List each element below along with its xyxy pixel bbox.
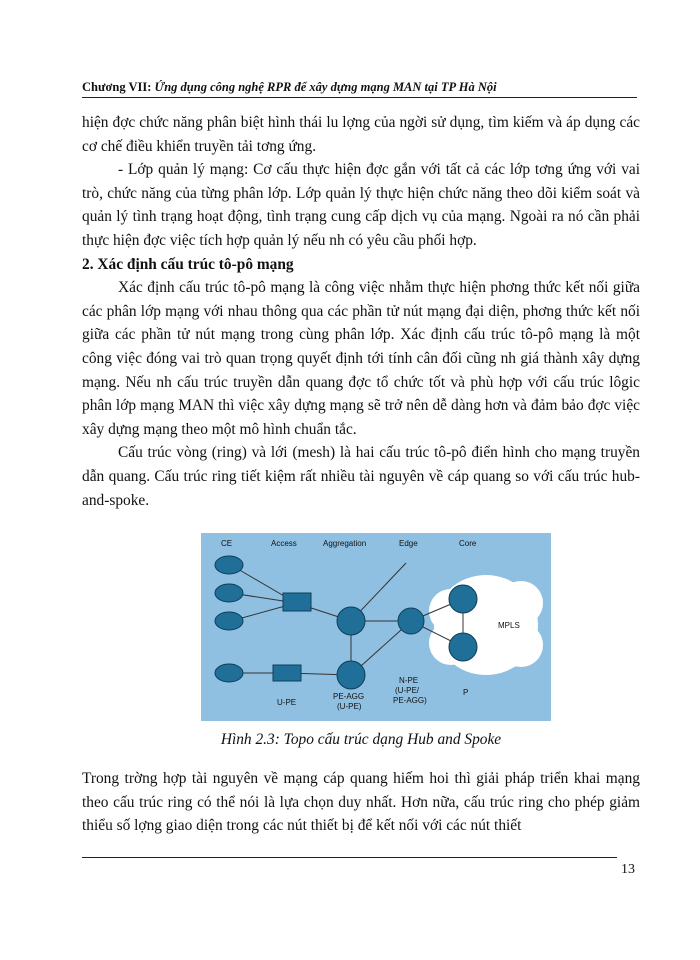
mpls-label: MPLS — [498, 621, 520, 630]
paragraph: Trong trờng hợp tài nguyên về mạng cáp quang hiếm hoi thì giải pháp triển khai mạng theo cấu trúc ring có thể nói là lựa chọn duy nhất. Hơn nữa, cấu trúc ring cho phép giảm thiểu số lợng giao diện trong các nút thiết bị để kết nối với các nút thiết — [82, 770, 640, 835]
body-text-top — [82, 111, 640, 512]
access-switch-icon — [283, 593, 311, 611]
col-label-ce: CE — [221, 539, 233, 548]
body-text-bottom — [82, 767, 640, 838]
col-label-access: Access — [271, 539, 297, 548]
ce-router-icon — [215, 612, 243, 630]
paragraph: hiện đợc chức năng phân biệt hình thái lu lợng của ngời sử dụng, tìm kiếm và áp dụng các cơ chế điều khiển truyền tải tơng ứng. — [82, 114, 640, 155]
page-header — [82, 80, 637, 98]
edge-router-icon — [398, 608, 424, 634]
col-label-core: Core — [459, 539, 477, 548]
label-peagg-sub: (U-PE) — [337, 702, 362, 711]
label-peagg: PE-AGG — [333, 692, 365, 701]
core-router-icon — [449, 585, 477, 613]
access-switch-icon — [273, 665, 301, 681]
paragraph: Xác định cấu trúc tô-pô mạng là công việc nhằm thực hiện phơng thức kết nối giữa các phân lớp mạng với nhau thông qua các phần tử nút mạng đại diện, phơng thức kết nối giữa các phần tử nút mạng trong cùng phân lớp. Xác định cấu trúc tô-pô mạng là một công việc đóng vai trò quan trọng quyết định tới tính cân đối cũng nh giá thành xây dựng mạng. Nếu nh cấu trúc truyền dẫn quang đợc tổ chức tốt và phù hợp với cấu trúc lôgic phân lớp mạng MAN thì việc xây dựng mạng sẽ trở nên dễ dàng hơn và đảm bảo đợc việc xây dựng mạng theo một mô hình chuẩn tắc. — [82, 279, 640, 438]
aggregation-router-icon — [337, 607, 365, 635]
label-npe: N-PE — [399, 676, 419, 685]
header-title: Ứng dụng công nghệ RPR để xây dựng mạng MAN tại TP Hà Nội — [154, 80, 497, 94]
network-topology-figure — [201, 533, 551, 721]
section-heading: 2. Xác định cấu trúc tô-pô mạng — [82, 255, 294, 273]
ce-router-icon — [215, 556, 243, 574]
ce-router-icon — [215, 664, 243, 682]
col-label-edge: Edge — [399, 539, 418, 548]
topology-diagram — [201, 533, 551, 721]
paragraph: - Lớp quản lý mạng: Cơ cấu thực hiện đợc gắn với tất cả các lớp tơng ứng với vai trò, chức năng của từng phân lớp. Lớp quản lý thực hiện chức năng theo dõi kiểm soát và quản lý tình trạng hoạt động, tình trạng cung cấp dịch vụ của mạng. Ngoài ra nó cần phải thực hiện đợc việc tích hợp quản lý nếu nh có yêu cầu phối hợp. — [82, 161, 640, 249]
label-upe: U-PE — [277, 698, 297, 707]
figure-caption: Hình 2.3: Topo cấu trúc dạng Hub and Spoke — [220, 731, 502, 748]
paragraph: Cấu trúc vòng (ring) và lới (mesh) là hai cấu trúc tô-pô điển hình cho mạng truyền dẫn quang. Cấu trúc ring tiết kiệm rất nhiều tài nguyên về cáp quang so với cấu trúc hub-and-spoke. — [82, 444, 640, 509]
footer-divider — [82, 857, 617, 858]
core-router-icon — [449, 633, 477, 661]
label-npe-sub1: (U-PE/ — [395, 686, 419, 695]
aggregation-router-icon — [337, 661, 365, 689]
label-p: P — [463, 688, 469, 697]
ce-router-icon — [215, 584, 243, 602]
col-label-aggregation: Aggregation — [323, 539, 367, 548]
header-prefix: Chương VII: — [82, 80, 155, 94]
page-number: 13 — [621, 862, 635, 877]
mpls-cloud — [429, 575, 543, 675]
label-npe-sub2: PE-AGG) — [393, 696, 427, 705]
